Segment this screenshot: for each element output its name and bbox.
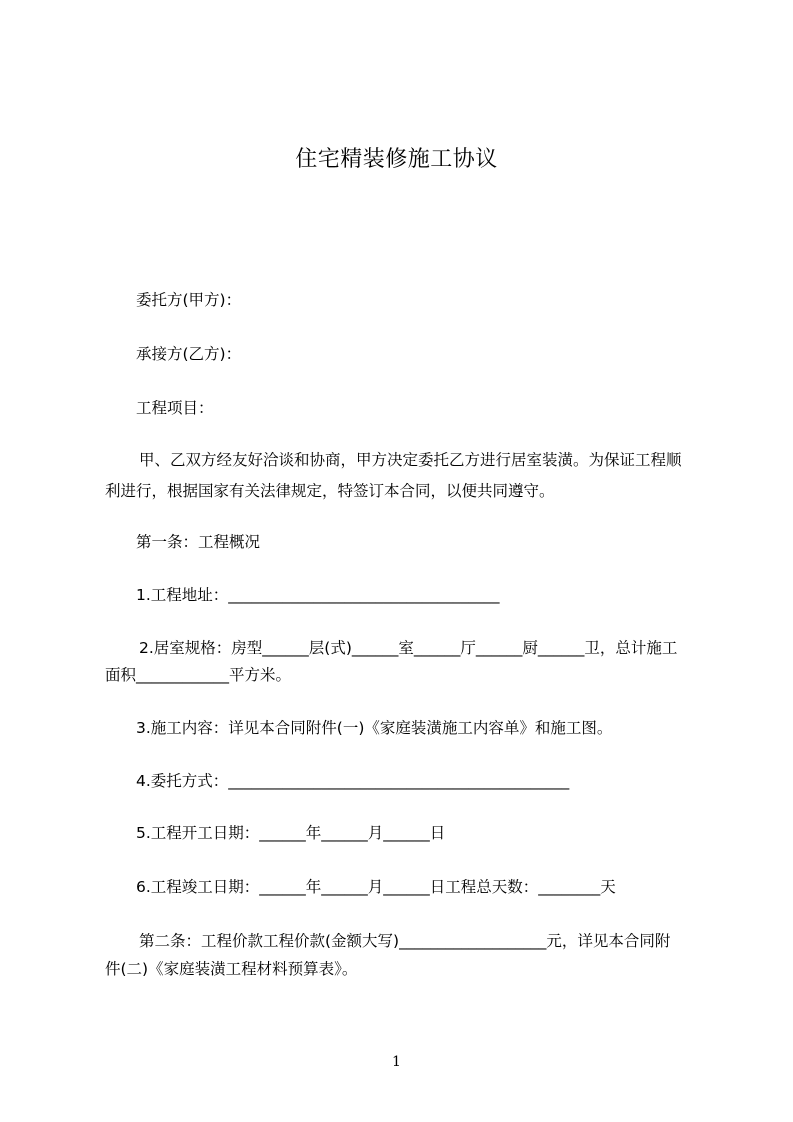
document-title: 住宅精装修施工协议 (295, 147, 498, 172)
item-6-end-date: 6.工程竣工日期：______年______月______日工程总天数：________天 (136, 878, 616, 896)
item-5-start-date: 5.工程开工日期：______年______月______日 (136, 824, 446, 842)
party-b-label: 承接方(乙方)： (136, 345, 242, 363)
project-label: 工程项目： (136, 399, 214, 417)
article-1-heading: 第一条：工程概况 (136, 533, 261, 551)
item-2-line-2: 面积____________平方米。 (105, 666, 292, 684)
preamble-line-2: 利进行，根据国家有关法律规定，特签订本合同，以便共同遵守。 (105, 482, 555, 500)
item-2-line-1: 2.居室规格：房型______层(式)______室______厅______厨______卫，总计施工 (139, 639, 678, 657)
page-number: 1 (392, 1054, 401, 1070)
item-4-method: 4.委托方式：____________________________________________ (136, 772, 570, 790)
preamble-line-1: 甲、乙双方经友好洽谈和协商，甲方决定委托乙方进行居室装潢。为保证工程顺 (139, 451, 682, 469)
item-3-content: 3.施工内容：详见本合同附件(一)《家庭装潢施工内容单》和施工图。 (136, 719, 613, 737)
article-2-line-1: 第二条：工程价款工程价款(金额大写)___________________元，详见本合同附 (139, 932, 671, 950)
article-2-line-2: 件(二)《家庭装潢工程材料预算表》。 (105, 960, 358, 978)
item-1-address: 1.工程地址：___________________________________ (136, 586, 500, 604)
party-a-label: 委托方(甲方)： (136, 291, 242, 309)
